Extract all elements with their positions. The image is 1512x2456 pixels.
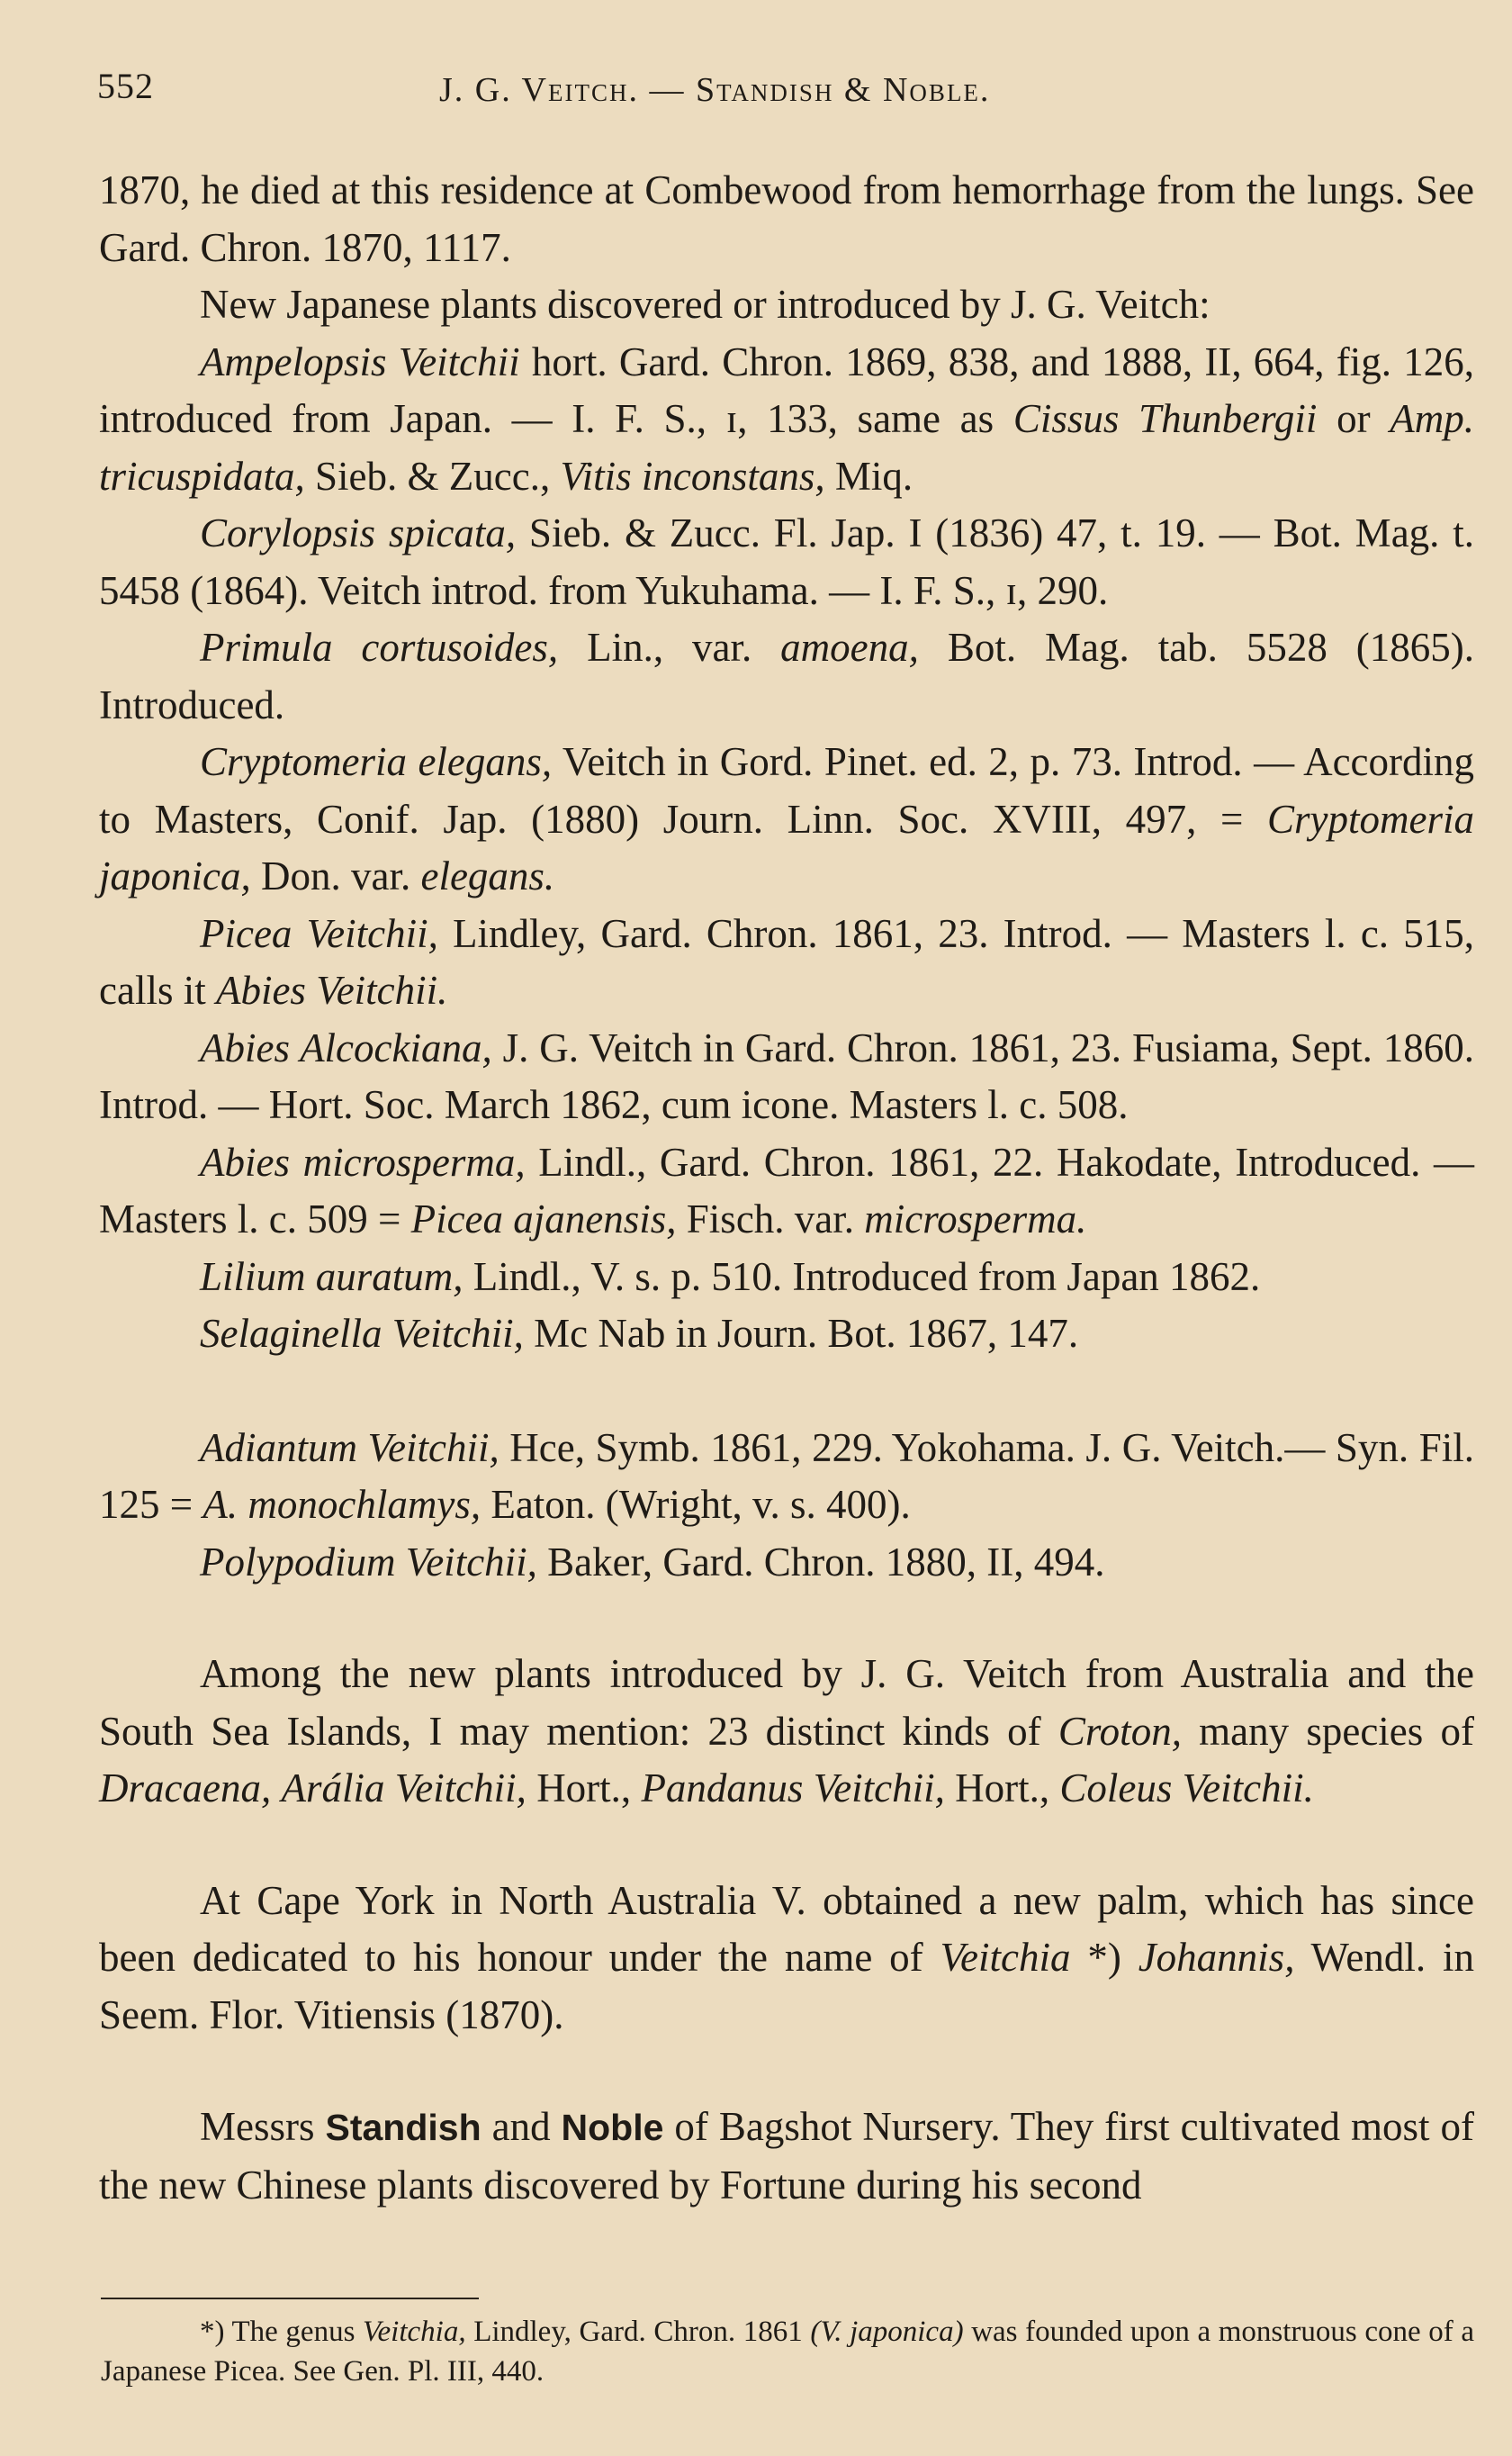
text-run: Lindl., V. s. p. 510. Introduced from Japan 1862.: [463, 1253, 1261, 1299]
entry-polypodium: [99, 1534, 1474, 1592]
text-run: Lindley, Gard. Chron. 1861: [465, 2316, 811, 2348]
species-name: A. monochlamys,: [202, 1482, 482, 1527]
species-name: Corylopsis spicata,: [200, 510, 517, 555]
text-run: [271, 1765, 281, 1810]
footnote-divider: [101, 2298, 479, 2299]
species-name: Pandanus Veitchii,: [641, 1765, 945, 1810]
species-name: amoena,: [780, 625, 919, 670]
text-run: was founded upon a monstruous cone of a Japanese Picea. See Gen. Pl. III, 440.: [101, 2316, 1474, 2388]
text-run: Wendl. in Seem. Flor. Vitiensis (1870).: [99, 1935, 1474, 2037]
text-run: Eaton. (Wright, v. s. 400).: [481, 1482, 911, 1527]
paragraph-standish-noble: [99, 2099, 1474, 2214]
footnote-marker: *): [1070, 1935, 1138, 1980]
paragraph-1: [99, 162, 1474, 276]
text-run: Hort.,: [944, 1765, 1060, 1810]
text-run: and: [481, 2104, 562, 2149]
entry-corylopsis: [99, 505, 1474, 619]
entry-ampelopsis: [99, 334, 1474, 506]
firm-name: Noble: [561, 2107, 664, 2148]
species-name: Coleus Veitchii.: [1059, 1765, 1314, 1810]
text-run: hort. Gard. Chron. 1869, 838, and 1888, II, 664, fig. 126, introduced from Japan. — I. F. S., ɪ, 133, same as: [99, 339, 1474, 441]
text-run: *) The genus: [200, 2316, 364, 2348]
footnote-text: [101, 2312, 1474, 2391]
text-run: Messrs: [200, 2104, 326, 2149]
species-name: Abies Veitchii.: [215, 968, 448, 1013]
species-name: Veitchia,: [363, 2316, 466, 2348]
species-name: Picea Veitchii,: [200, 910, 438, 956]
text-run: Bot. Mag. tab. 5528 (1865). Introduced.: [99, 625, 1474, 727]
paragraph-cape-york: [99, 1873, 1474, 2045]
entry-abies-alcockiana: [99, 1020, 1474, 1134]
species-name: Primula cortusoides,: [200, 625, 559, 670]
firm-name: Standish: [325, 2107, 482, 2148]
species-name: elegans.: [420, 853, 555, 898]
species-name: Abies microsperma,: [200, 1139, 526, 1185]
entry-primula: [99, 619, 1474, 734]
entry-abies-microsperma: [99, 1134, 1474, 1249]
text-run: Among the new plants introduced by J. G. Veitch from Australia and the South Sea Islands, I may mention: 23 distinct kinds of: [99, 1651, 1474, 1754]
text-run: Sieb. & Zucc.,: [304, 453, 561, 499]
text-run: many species of: [1181, 1708, 1474, 1754]
paragraph-australia: [99, 1646, 1474, 1818]
running-head: J. G. Veitch. — Standish & Noble.: [439, 71, 991, 109]
text-run: Lindley, Gard. Chron. 1861, 23. Introd. — Masters l. c. 515, calls it: [99, 910, 1474, 1013]
text-run: Fisch. var.: [676, 1196, 865, 1242]
species-name: Adiantum Veitchii,: [200, 1424, 500, 1470]
text-run: 1870, he died at this residence at Combewood from hemorrhage from the lungs. See Gard. Chron. 1870, 1117.: [99, 167, 1474, 270]
species-name: Cryptomeria japonica,: [99, 796, 1474, 898]
species-name: Vitis inconstans,: [560, 453, 825, 499]
entry-lilium: [99, 1249, 1474, 1306]
body-text: [99, 162, 1474, 2214]
species-name: Veitchia: [940, 1935, 1071, 1980]
text-run: Baker, Gard. Chron. 1880, II, 494.: [536, 1539, 1105, 1585]
entry-picea: [99, 906, 1474, 1020]
text-run: At Cape York in North Australia V. obtained a new palm, which has since been dedicated to his honour under the name of: [99, 1877, 1474, 1980]
text-run: J. G. Veitch in Gard. Chron. 1861, 23. Fusiama, Sept. 1860. Introd. — Hort. Soc. March 1862, cum icone. Masters l. c. 508.: [99, 1025, 1475, 1127]
text-run: Mc Nab in Journ. Bot. 1867, 147.: [523, 1311, 1079, 1356]
page-header: [97, 65, 1474, 128]
species-name: (V. japonica): [810, 2316, 964, 2348]
text-run: Sieb. & Zucc. Fl. Jap. I (1836) 47, t. 19. — Bot. Mag. t. 5458 (1864). Veitch introd. from Yukuhama. — I. F. S., ɪ, 290.: [99, 510, 1474, 613]
species-name: Croton,: [1058, 1708, 1182, 1754]
species-name: Lilium auratum,: [200, 1253, 464, 1299]
paragraph-2: [99, 276, 1474, 334]
species-name: Arália Veitchii,: [281, 1765, 526, 1810]
species-name: Abies Alcockiana,: [200, 1025, 492, 1070]
text-run: Veitch in Gord. Pinet. ed. 2, p. 73. Introd. — According to Masters, Conif. Jap. (1880) Journ. Linn. Soc. XVIII, 497, =: [99, 739, 1474, 842]
species-name: Cryptomeria elegans,: [200, 739, 553, 784]
text-run: Don. var.: [250, 853, 421, 898]
entry-selaginella: [99, 1305, 1474, 1363]
species-name: Dracaena,: [99, 1765, 272, 1810]
page-number: 552: [97, 66, 154, 106]
footnote: [101, 2312, 1474, 2391]
text-run: Hce, Symb. 1861, 229. Yokohama. J. G. Veitch.— Syn. Fil. 125 =: [99, 1424, 1474, 1527]
species-name: Ampelopsis Veitchii: [200, 339, 520, 384]
species-name: Picea ajanensis,: [410, 1196, 677, 1242]
text-run: Hort.,: [526, 1765, 642, 1810]
species-name: Johannis,: [1138, 1935, 1295, 1980]
species-name: Amp. tricuspidata,: [99, 396, 1474, 499]
text-run: or: [1317, 396, 1390, 441]
text-run: of Bagshot Nursery. They first cultivated most of the new Chinese plants discovered by Fortune during his second: [99, 2104, 1474, 2208]
text-run: Miq.: [824, 453, 914, 499]
entry-cryptomeria: [99, 734, 1474, 906]
species-name: Polypodium Veitchii,: [200, 1539, 537, 1585]
species-name: Selaginella Veitchii,: [200, 1311, 524, 1356]
text-run: Lindl., Gard. Chron. 1861, 22. Hakodate, Introduced. — Masters l. c. 509 =: [99, 1139, 1474, 1242]
text-run: Lin., var.: [558, 625, 781, 670]
entry-adiantum: [99, 1420, 1474, 1534]
species-name: Cissus Thunbergii: [1012, 396, 1318, 441]
text-run: New Japanese plants discovered or introduced by J. G. Veitch:: [200, 282, 1210, 327]
species-name: microsperma.: [864, 1196, 1087, 1242]
